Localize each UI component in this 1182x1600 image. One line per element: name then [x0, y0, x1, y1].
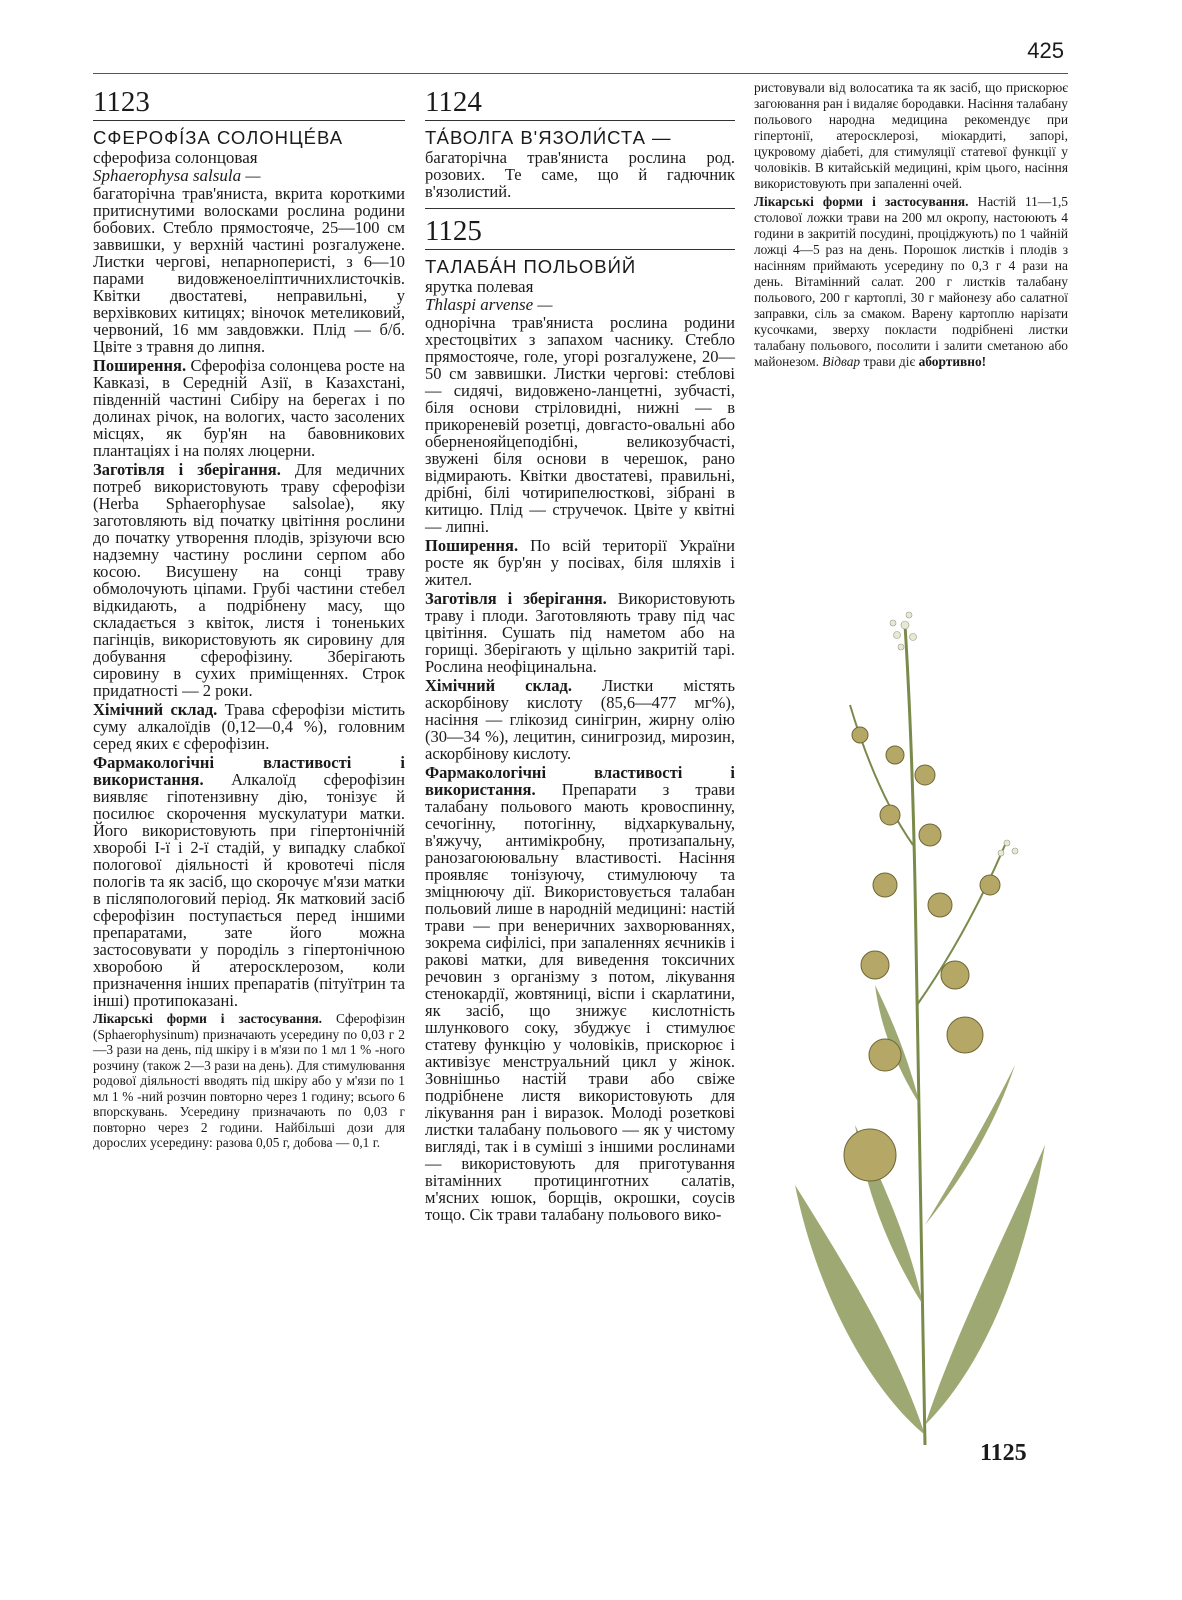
plant-illustration: [775, 585, 1075, 1455]
section-heading: Заготівля і зберігання.: [425, 589, 607, 608]
header-rule: [93, 73, 1068, 74]
article-title: ТАЛАБА́Н ПОЛЬОВИ́Й: [425, 256, 637, 277]
article-number: 1125: [425, 215, 482, 247]
warning-text: трави діє: [860, 354, 919, 369]
section-text: Настій 11—1,5 столової ложки трави на 200 мл окропу, настоюють 4 години в закритій посудині, проціджують) по 1 чайній ложці 4—5 раз на день. Порошок листків і плодів з насінням приймають усередину по 0,3 г 4 рази на день. Вітамінний салат. 200 г листків талабану польового, 200 г картоплі, 30 г майонезу або салатної заправки, сіль за смаком. Варену картоплю нарізати кусочками, зверху покласти подрібнені листки талабану польового, посолити і залити сметаною або майонезом.: [754, 194, 1068, 369]
article-title: ТА́ВОЛГА В'ЯЗОЛИ́СТА —: [425, 127, 672, 148]
section-heading: Поширення.: [93, 356, 187, 375]
section-text: Для медичних потреб використовують траву сферофізи (Herba Sphaerophysae salsolae), яку заготовляють від початку цвітіння рослини до початку утворення плодів, зрізуючи всю надземну частину рослини серпом або косою. Висушену на сонці траву обмолочують ціпами. Грубі частини стебел відкидають, а подрібнену масу, що складається з квіток, листя і тоненьких пагінців, використовують як сировину для добування сферофізину. Зберігають сировину в сухих приміщеннях. Строк придатності — 2 роки.: [93, 460, 406, 700]
warning-italic: Відвар: [822, 354, 861, 369]
section-text: Алкалоїд сферофізин виявляє гіпотензивну дію, тонізує й посилює скорочення мускулатури матки. Його використовують при гіпертонічній хворобі І-ї і 2-ї стадій, у випадку слабкої пологової діяльності й кровотечі після пологів та як засіб, що скорочує м'язи матки в післяпологовий період. Як матковий засіб сферофізин поступається перед іншими препаратами, зате його можна застосовувати у породіль з гіпертонічною хворобою й атеросклерозом, коли призначення інших препаратів (пітуїтрин та інші) протипоказані.: [93, 770, 405, 1010]
section-forms: [93, 1011, 405, 1151]
column-1: [93, 80, 405, 1153]
section-text: Листки містять аскорбінову кислоту (85,6—477 мг%), насіння — глікозид синігрин, жирну олію (30—34 %), лецитин, синигрозид, мирозин, аскорбінову кислоту.: [425, 676, 735, 763]
section-text: Використовують траву і плоди. Заготовляють траву під час цвітіння. Сушать під наметом або на горищі. Зберігають у щільно закритій тарі. Рослина неофіцинальна.: [425, 589, 736, 676]
section-heading: Заготівля і зберігання.: [93, 460, 281, 479]
section-heading: Поширення.: [425, 536, 519, 555]
section-chem: [93, 701, 405, 752]
section-heading: Лікарські форми і застосування.: [93, 1011, 323, 1026]
section-text: Трава сферофізи містить суму алкалоїдів (0,12—0,4 %), головним серед яких є сферофізин.: [93, 700, 405, 753]
latin-name: Thlaspi arvense —: [425, 295, 553, 314]
warning-bold: абортивно!: [918, 354, 987, 369]
latin-name: Sphaerophysa salsula —: [93, 166, 261, 185]
article-rule: [425, 120, 735, 121]
section-heading: Фармакологічні властивості і використання.: [93, 753, 405, 789]
figure-caption: 1125: [980, 1440, 1027, 1466]
description: багаторічна трав'яниста рослина род. розових. Те саме, що й гадючник в'язолистий.: [425, 148, 735, 201]
section-spread: [425, 537, 735, 588]
section-text: Препарати з трави талабану польового мають кровоспинну, сечогінну, потогінну, відхаркувальну, в'яжучу, антимікробну, протизапальну, ранозагоюювальну властивості. Насіння проявляє тонізуючу, стимулюючу та зміцнюючу дії. Використовується талабан польовий лише в народній медицині: настій трави — при венеричних захворюваннях, зокрема сифілісі, при запаленнях яєчників і ракові матки, для виведення токсичних речовин з організму з потом, лікування стенокардії, жовтяниці, віспи і скарлатини, як засіб, що знижує кислотність шлункового соку, збуджує і стимулює статеву функцію у чоловіків, прискорює і активізує менструальний цикл у жінок. Зовнішньо настій трави або свіже подрібнене листя використовують для лікування ран і виразок. Молоді розеткові листки талабану польового — як у чистому вигляді, так і в суміші з іншими рослинами — використовують для приготування вітамінних протицинготних салатів, м'ясних юшок, борщів, окрошки, соусів тощо. Сік трави талабану польового вико-: [425, 780, 735, 1224]
section-pharm: [425, 764, 735, 1223]
section-text: Сферофіза солонцева росте на Кавказі, в Середній Азії, в Казахстані, південній частині Сибіру на берегах і по долинах річок, на вологих, часто засолених місцях, як бур'ян на бавовникових плантаціях і на полях люцерни.: [93, 356, 405, 460]
article-number: 1123: [93, 86, 150, 118]
article-divider: [425, 208, 735, 209]
section-prep: [425, 590, 735, 675]
section-forms: [754, 194, 1068, 370]
section-prep: [93, 461, 405, 699]
section-spread: [93, 357, 405, 459]
article-number: 1124: [425, 86, 482, 118]
article-rule: [425, 249, 735, 250]
section-text: Сферофізин (Sphaerophysinum) призначають усередину по 0,03 г 2—3 рази на день, під шкіру і в м'язи по 1 мл 1 % -ного розчину (також 2—3 рази на день). Для стимулювання родової діяльності вводять під шкіру або у м'язи по 1 мл 1 % -ний розчин повторно через 1 годину; всього 6 впорскувань. Усередину призначають по 0,03 г повторно через 2 години. Найбільші дози для дорослих усередину: разова 0,05 г, добова — 0,1 г.: [93, 1011, 405, 1150]
russian-name: сферофиза солонцовая: [93, 148, 258, 167]
section-heading: Лікарські форми і застосування.: [754, 194, 969, 209]
section-text: По всій території України росте як бур'ян у посівах, біля шляхів і жител.: [425, 536, 735, 589]
column-3: [754, 80, 1068, 372]
description: багаторічна трав'яниста, вкрита короткими притиснутими волосками рослина родини бобових. Стебло прямостояче, 25—100 см заввишки, у верхній частині розгалужене. Листки чергові, непарноперисті, з 6—10 парами видовженоеліптичнихлисточків. Квітки двостатеві, неправильні, у верхівкових китицях; віночок метеликовий, червоний, 16 мм завдовжки. Плід — б/б. Цвіте з травня до липня.: [93, 184, 405, 356]
column-2: [425, 80, 735, 1225]
page-number: 425: [1027, 38, 1064, 63]
section-pharm: [93, 754, 405, 1009]
russian-name: ярутка полевая: [425, 277, 534, 296]
article-rule: [93, 120, 405, 121]
section-heading: Хімічний склад.: [425, 676, 572, 695]
continuation-text: ристовували від волосатика та як засіб, що прискорює загоювання ран і видаляє бородавки. Насіння талабану польового народна медицина рекомендує при гіпертонії, атеросклерозі, міокардиті, запорі, цукровому діабеті, для стимуляції статевої функції у чоловіків. В китайській медицині, крім цього, насіння використовують при запаленні очей.: [754, 80, 1068, 191]
article-title: СФЕРОФІ́ЗА СОЛОНЦЕ́ВА: [93, 127, 344, 148]
section-heading: Фармакологічні властивості і використання.: [425, 763, 735, 799]
section-chem: [425, 677, 735, 762]
section-heading: Хімічний склад.: [93, 700, 218, 719]
seed-pods: [844, 727, 1000, 1181]
description: однорічна трав'яниста рослина родини хрестоцвітих з запахом часнику. Стебло прямостояче, голе, угорі розгалужене, 20—50 см заввишки. Листки чергові: стеблові — сидячі, видовжено-ланцетні, зубчасті, біля основи стріловидні, нижні — в прикореневій розетці, довгасто-овальні або оберненояйцеподібні, великозубчасті, звужені біля основи в черешок, рано відмирають. Квітки двостатеві, правильні, дрібні, білі чотирипелюсткові, зібрані в китицю. Плід — стручечок. Цвіте у квітні — липні.: [425, 313, 735, 536]
